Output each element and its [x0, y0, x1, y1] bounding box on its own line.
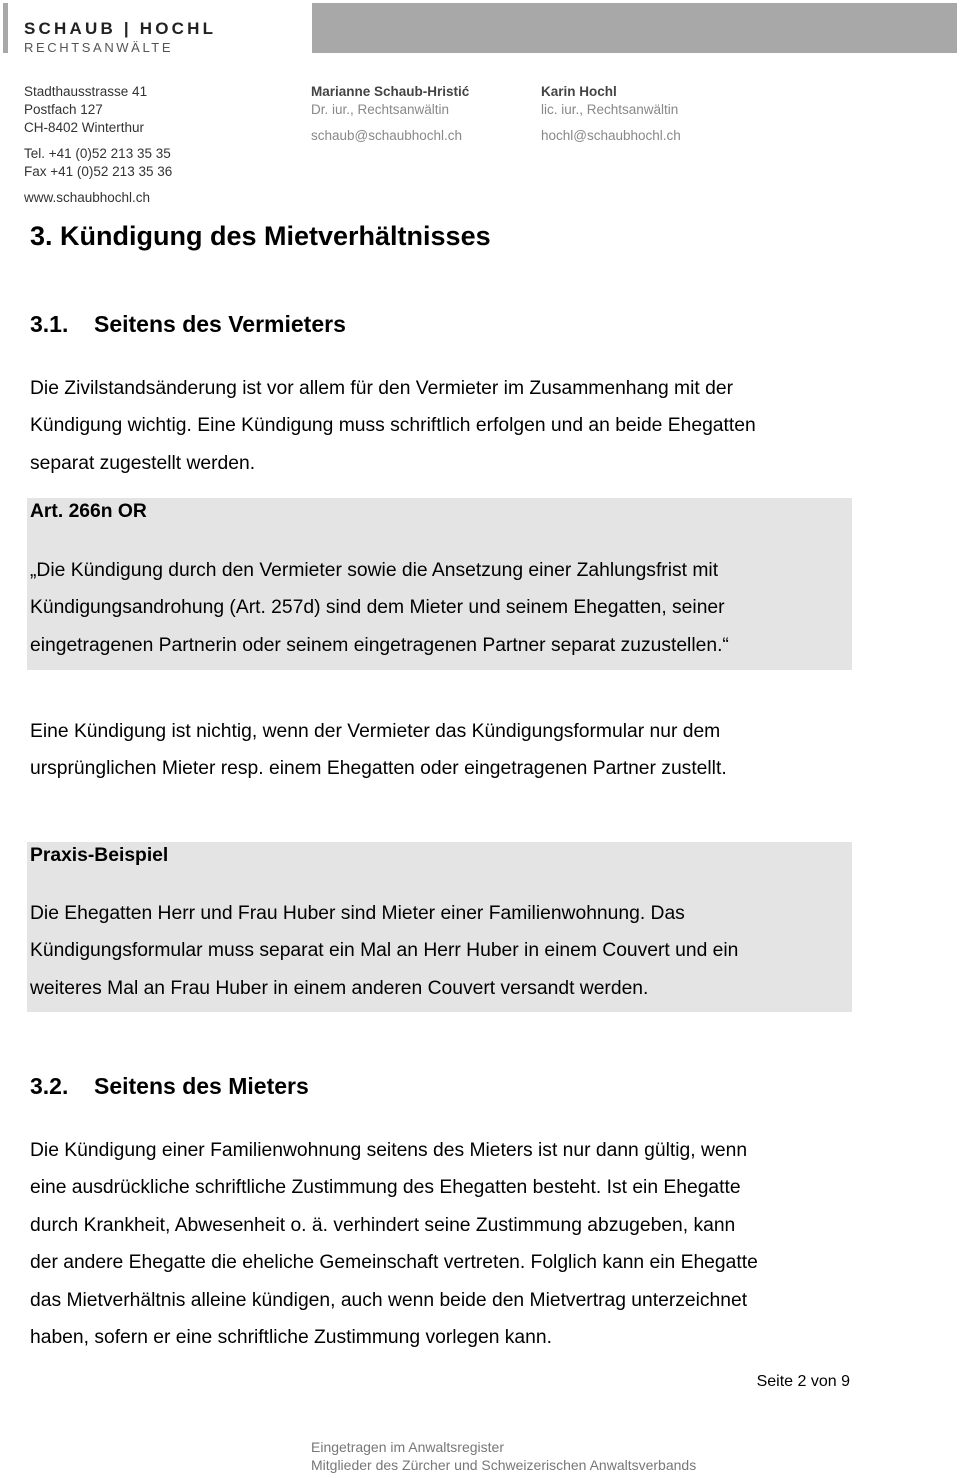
- phone: Tel. +41 (0)52 213 35 35: [24, 146, 171, 161]
- text-line: Kündigungsformular muss separat ein Mal an Herr Huber in einem Couvert und ein: [30, 940, 739, 962]
- text-line: Die Zivilstandsänderung ist vor allem für den Vermieter im Zusammenhang mit der: [30, 378, 733, 399]
- text-line: das Mietverhältnis alleine kündigen, auch wenn beide den Mietvertrag unterzeichnet: [30, 1289, 748, 1311]
- text-line: separat zugestellt werden.: [30, 452, 256, 474]
- text-line: ursprünglichen Mieter resp. einem Ehegatten oder eingetragenen Partner zustellt.: [30, 758, 727, 780]
- lawyer-name: Karin Hochl: [541, 84, 617, 99]
- text-line: Eine Kündigung ist nichtig, wenn der Vermieter das Kündigungsformular nur dem: [30, 721, 721, 742]
- lawyer-title: Dr. iur., Rechtsanwältin: [311, 102, 450, 117]
- subsection-title: Seitens des Vermieters: [94, 311, 346, 337]
- fax: Fax +41 (0)52 213 35 36: [24, 164, 173, 179]
- website-link[interactable]: www.schaubhochl.ch: [24, 190, 151, 205]
- text-line: weiteres Mal an Frau Huber in einem anderen Couvert versandt werden.: [30, 977, 649, 999]
- footer: [311, 1438, 696, 1474]
- text-line: „Die Kündigung durch den Vermieter sowie die Ansetzung einer Zahlungsfrist mit: [30, 560, 719, 581]
- lawyer-email[interactable]: schaub@schaubhochl.ch: [311, 128, 463, 143]
- lawyer-1: [311, 83, 469, 145]
- lawyer-name: Marianne Schaub-Hristić: [311, 84, 470, 99]
- lawyer-title: lic. iur., Rechtsanwältin: [541, 102, 679, 117]
- lawyer-2: [541, 83, 681, 145]
- text-line: Die Kündigung einer Familienwohnung seitens des Mieters ist nur dann gültig, wenn: [30, 1140, 748, 1161]
- subsection-number: 3.1.: [30, 311, 69, 337]
- quote-text: [30, 552, 729, 664]
- text-line: der andere Ehegatte die eheliche Gemeinschaft vertreten. Folglich kann ein Ehegatte: [30, 1252, 758, 1274]
- header-bar: [312, 3, 957, 53]
- paragraph: [30, 713, 727, 788]
- paragraph: [30, 370, 756, 482]
- address-line: Postfach 127: [24, 102, 103, 117]
- text-line: Kündigung wichtig. Eine Kündigung muss schriftlich erfolgen und an beide Ehegatten: [30, 415, 756, 437]
- address-line: Stadthausstrasse 41: [24, 84, 148, 99]
- text-line: Kündigungsandrohung (Art. 257d) sind dem Mieter und seinem Ehegatten, seiner: [30, 597, 725, 619]
- page-number: Seite 2 von 9: [756, 1373, 850, 1390]
- example-text: [30, 895, 738, 1007]
- text-line: eingetragenen Partnerin oder seinem eingetragenen Partner separat zuzustellen.“: [30, 634, 729, 656]
- quote-heading: Art. 266n OR: [30, 501, 147, 522]
- example-heading: Praxis-Beispiel: [30, 845, 169, 866]
- logo-name: SCHAUB | HOCHL: [24, 19, 217, 38]
- subsection-number: 3.2.: [30, 1073, 69, 1099]
- footer-line: Mitglieder des Zürcher und Schweizerischen Anwaltsverbands: [311, 1457, 697, 1473]
- paragraph: [30, 1132, 758, 1356]
- logo-subtitle: RECHTSANWÄLTE: [24, 40, 174, 55]
- footer-line: Eingetragen im Anwaltsregister: [311, 1439, 504, 1455]
- text-line: durch Krankheit, Abwesenheit o. ä. verhindert seine Zustimmung abzugeben, kann: [30, 1214, 736, 1236]
- address-line: CH-8402 Winterthur: [24, 120, 145, 135]
- text-line: Die Ehegatten Herr und Frau Huber sind Mieter einer Familienwohnung. Das: [30, 903, 685, 924]
- text-line: eine ausdrückliche schriftliche Zustimmung des Ehegatten besteht. Ist ein Ehegatte: [30, 1177, 741, 1199]
- lawyer-email[interactable]: hochl@schaubhochl.ch: [541, 128, 681, 143]
- text-line: haben, sofern er eine schriftliche Zustimmung vorlegen kann.: [30, 1327, 552, 1349]
- firm-address: [24, 83, 172, 207]
- section-title: 3. Kündigung des Mietverhältnisses: [30, 221, 491, 251]
- subsection-title: Seitens des Mieters: [94, 1073, 309, 1099]
- logo-bar: [3, 3, 8, 53]
